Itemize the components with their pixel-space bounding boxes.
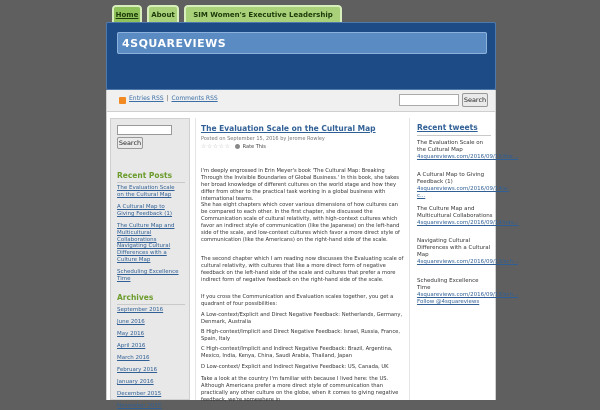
post-paragraph: B High-context/Implicit and Direct Negative Feedback: Israel, Russia, France, Spain, Italy — [201, 329, 401, 342]
tweet-item — [417, 206, 519, 227]
post-paragraph: I'm deeply engrossed in Erin Meyer's book 'The Cultural Map: Breaking Through the Invisible Boundaries of Global Business.' In this book, she takes her broad knowledge of different cultures on the world stage and how they differ from other to the practical task working in a global business with international teams. — [201, 168, 399, 202]
archives-divider — [117, 304, 185, 305]
tweet-text: A Cultural Map to Giving Feedback (1) — [417, 172, 485, 185]
recent-tweets-heading[interactable]: Recent tweets — [417, 123, 478, 132]
site-title-bar — [117, 32, 487, 54]
tweet-link[interactable]: 4squareviews.com/2016/09/13/sch... — [417, 259, 519, 265]
tweet-text: The Evaluation Scale on the Cultural Map — [417, 140, 484, 153]
archive-link[interactable]: February 2016 — [117, 367, 158, 373]
archive-link[interactable]: November 2015 — [117, 403, 162, 409]
post-paragraph: Take a look at the country I'm familiar with because I lived here: the US. Although Americans prefer a more direct style of communication than practically any other culture on the globe, when it comes to giving negative feedback, we're somewhere in — [201, 376, 399, 403]
star-icon[interactable]: ☆ — [206, 143, 213, 150]
right-sidebar — [414, 118, 519, 400]
site-title[interactable]: 4SQUAREVIEWS — [122, 37, 227, 50]
archive-link[interactable]: December 2015 — [117, 391, 162, 397]
star-icon[interactable]: ☆ — [224, 143, 230, 150]
recent-posts-heading: Recent Posts — [117, 171, 173, 180]
recent-post-link[interactable]: Scheduling Excellence Time — [117, 269, 179, 282]
recent-post-link[interactable]: A Cultural Map to Giving Feedback (1) — [117, 204, 173, 217]
tweet-link[interactable]: 4squareviews.com/2016/09/14/a-c... — [417, 186, 510, 199]
tweet-item — [417, 172, 510, 200]
post-paragraph: If you cross the Communication and Evaluation scales together, you get a quadrant of four possibilities: — [201, 294, 394, 307]
follow-link[interactable]: Follow @4squareviews — [417, 299, 480, 305]
rating-widget — [201, 144, 266, 150]
rss-separator: | — [166, 95, 169, 102]
header-search-input[interactable] — [399, 94, 459, 106]
recent-tweets-divider — [417, 135, 491, 136]
archive-link[interactable]: September 2016 — [117, 307, 164, 313]
recent-post-link[interactable]: Navigating Cultural Differences with a Culture Map — [117, 243, 171, 263]
post-date[interactable]: September 15, 2016 — [227, 136, 279, 142]
archive-link[interactable]: June 2016 — [117, 319, 145, 325]
post-meta — [201, 136, 325, 142]
tweet-text: Scheduling Excellence Time — [417, 278, 479, 291]
entries-rss-link[interactable]: Entries RSS — [129, 95, 164, 102]
left-sidebar — [110, 118, 190, 409]
tweet-item — [417, 238, 519, 266]
sidebar-search-input[interactable] — [117, 125, 172, 135]
tweet-link[interactable]: 4squareviews.com/2016/09/13/sch... — [417, 292, 519, 298]
rate-this-link[interactable]: Rate This — [242, 144, 266, 150]
rate-icon — [235, 144, 240, 149]
star-icon[interactable]: ☆ — [218, 143, 225, 150]
tweet-text: Navigating Cultural Differences with a Cultural Map — [417, 238, 491, 258]
recent-post-link[interactable]: The Culture Map and Multicultural Collaborations — [117, 223, 175, 243]
star-icon[interactable]: ☆ — [201, 143, 207, 150]
post-paragraph: C High-context/Implicit and Indirect Negative Feedback: Brazil, Argentina, Mexico, India, Kenya, China, Saudi Arabia, Thailand, Japan — [201, 346, 393, 359]
posted-prefix: Posted on — [201, 136, 226, 142]
rss-links — [129, 95, 218, 102]
tweet-item — [417, 278, 519, 306]
tab-home-label: Home — [115, 11, 139, 19]
post-paragraph: D Low-context/ Explicit and Indirect Negative Feedback: US, Canada, UK — [201, 364, 389, 370]
tweet-link[interactable]: 4squareviews.com/2016/09/14/nav... — [417, 220, 519, 226]
tab-about-label: About — [151, 11, 175, 19]
sidebar-search-button[interactable]: Search — [118, 139, 142, 147]
toolbar — [106, 90, 496, 112]
archive-link[interactable]: May 2016 — [117, 331, 145, 337]
post-paragraph: She has eight chapters which cover various dimensions of how cultures can be compared to each other. In the first chapter, she discussed the Communication scale of cultural relativity, with high-context cultures which favor an indirect style of communication (like the Japanese) on the left-hand side of the scale, and low-context cultures which favor a more direct style of communication (like the Americans) on the right-hand side of the scale. — [201, 202, 400, 243]
post-paragraph: The second chapter which I am reading now discusses the Evaluating scale of cultural relativity, with cultures that like a more direct form of negative feedback on the left-hand side of the scale and cultures that prefer a more indirect form of negative feedback on the right-hand side of the scale. — [201, 256, 404, 283]
tab-forum-label: SIM Women's Executive Leadership — [193, 11, 333, 19]
recent-posts-divider — [117, 182, 185, 183]
post-author[interactable]: Jerome Rowley — [287, 136, 325, 142]
recent-post-link[interactable]: The Evaluation Scale on the Cultural Map — [117, 185, 175, 198]
posted-by: by — [280, 136, 287, 142]
header-search-button[interactable]: Search — [462, 93, 488, 107]
rss-icon — [119, 97, 126, 104]
comments-rss-link[interactable]: Comments RSS — [171, 95, 218, 102]
tweet-link[interactable]: 4squareviews.com/2016/09/15/the... — [417, 154, 518, 160]
main-area — [106, 112, 519, 409]
archive-link[interactable]: March 2016 — [117, 355, 150, 361]
archives-heading: Archives — [117, 293, 154, 302]
tweet-text: The Culture Map and Multicultural Collaborations — [417, 206, 493, 219]
star-icon[interactable]: ☆ — [212, 143, 219, 150]
site-header — [106, 22, 496, 90]
post-paragraph: A Low-context/Explicit and Direct Negative Feedback: Netherlands, Germany, Denmark, Australia — [201, 312, 403, 325]
post-title[interactable]: The Evaluation Scale on the Cultural Map — [201, 124, 376, 133]
tweet-item — [417, 140, 518, 161]
archive-link[interactable]: January 2016 — [117, 379, 154, 385]
post-content — [195, 118, 410, 403]
archive-link[interactable]: April 2016 — [117, 343, 146, 349]
